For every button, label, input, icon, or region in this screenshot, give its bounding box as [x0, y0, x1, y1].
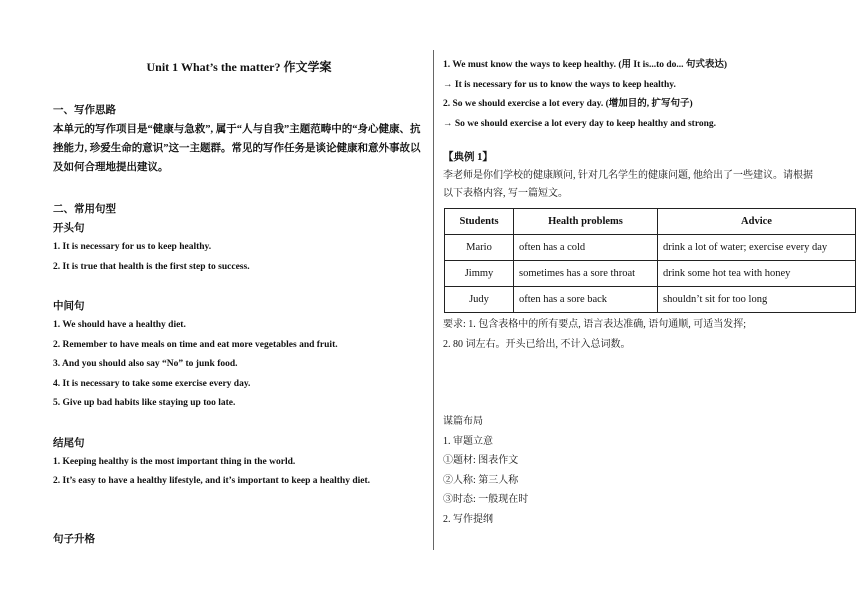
- problem-cell: often has a cold: [514, 235, 658, 261]
- upgrade-line: → So we should exercise a lot every day to keep healthy and strong.: [443, 118, 717, 129]
- upgrade-line: → It is necessary for us to know the ways to keep healthy.: [443, 79, 676, 90]
- student-cell: Mario: [445, 235, 514, 261]
- example-prompt-line: 李老师是你们学校的健康顾问, 针对几名学生的健康问题, 他给出了一些建议。请根据: [443, 170, 813, 181]
- ending-sentences-label: 结尾句: [53, 437, 85, 449]
- middle-sentence: 5. Give up bad habits like staying up too late.: [53, 398, 236, 408]
- column-divider: [433, 50, 434, 550]
- advice-cell: drink a lot of water; exercise every day: [658, 235, 856, 261]
- table-header-row: [445, 209, 856, 235]
- problem-cell: often has a sore back: [514, 287, 658, 313]
- middle-sentence: 2. Remember to have meals on time and eat more vegetables and fruit.: [53, 339, 338, 350]
- left-column: [53, 58, 425, 549]
- table-row: [445, 235, 856, 261]
- ending-sentence: 1. Keeping healthy is the most important thing in the world.: [53, 456, 296, 467]
- column-header-advice: Advice: [658, 209, 856, 235]
- upgrade-line: 1. We must know the ways to keep healthy. (用 It is...to do... 句式表达): [443, 60, 728, 70]
- requirement-line: 要求: 1. 包含表格中的所有要点, 语言表达准确, 语句通顺, 可适当发挥;: [443, 319, 747, 330]
- page-title: Unit 1 What’s the matter? 作文学案: [146, 60, 332, 74]
- layout-item: ②人称: 第三人称: [443, 474, 519, 486]
- table-row: [445, 287, 856, 313]
- middle-sentences-label: 中间句: [53, 301, 85, 312]
- layout-item: ①题材: 图表作文: [443, 455, 519, 466]
- opening-sentence: 2. It is true that health is the first step to success.: [53, 261, 250, 272]
- ending-sentence: 2. It’s easy to have a healthy lifestyle, and it’s important to keep a healthy diet.: [53, 476, 371, 486]
- column-header-health-problems: Health problems: [514, 209, 658, 235]
- column-header-students: Students: [445, 209, 514, 235]
- problem-cell: sometimes has a sore throat: [514, 261, 658, 287]
- opening-sentence: 1. It is necessary for us to keep healthy.: [53, 242, 212, 252]
- layout-item: 2. 写作提纲: [443, 513, 493, 525]
- student-cell: Judy: [445, 287, 514, 313]
- advice-table: [444, 208, 856, 313]
- student-cell: Jimmy: [445, 261, 514, 287]
- middle-sentence: 4. It is necessary to take some exercise every day.: [53, 378, 251, 389]
- advice-cell: drink some hot tea with honey: [658, 261, 856, 287]
- example-heading: 【典例 1】: [443, 152, 493, 163]
- opening-sentences-label: 开头句: [53, 223, 85, 234]
- section-writing-ideas-text: 本单元的写作项目是“健康与急救”, 属于“人与自我”主题范畴中的“身心健康、抗挫能力, 珍爱生命的意识”这一主题群。常见的写作任务是谈论健康和意外事故以及如何合理地提出建议。: [53, 124, 421, 173]
- section-writing-ideas-heading: 一、写作思路: [53, 105, 116, 116]
- layout-item: 1. 审题立意: [443, 435, 493, 447]
- middle-sentence: 1. We should have a healthy diet.: [53, 320, 186, 330]
- sentence-upgrade-label: 句子升格: [53, 533, 95, 545]
- requirement-line: 2. 80 词左右。开头已给出, 不计入总词数。: [443, 338, 631, 350]
- advice-cell: shouldn’t sit for too long: [658, 287, 856, 313]
- section-common-sentences-heading: 二、常用句型: [53, 204, 116, 215]
- middle-sentence: 3. And you should also say “No” to junk food.: [53, 359, 238, 369]
- table-row: [445, 261, 856, 287]
- layout-title: 谋篇布局: [443, 416, 483, 427]
- layout-item: ③时态: 一般现在时: [443, 494, 529, 505]
- right-column: [443, 56, 858, 529]
- example-prompt-line: 以下表格内容, 写一篇短文。: [443, 188, 568, 199]
- upgrade-line: 2. So we should exercise a lot every day. (增加目的, 扩写句子): [443, 99, 693, 109]
